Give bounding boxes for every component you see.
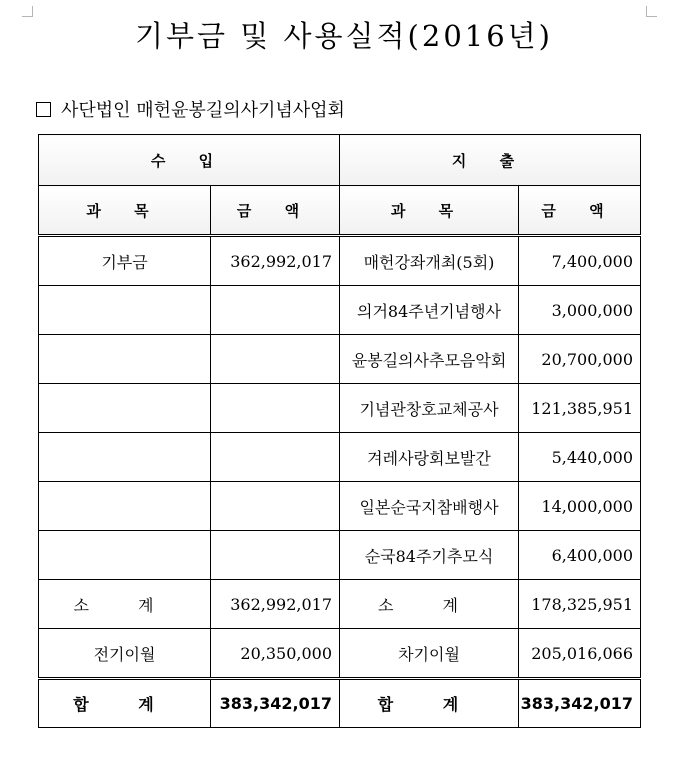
income-item-cell xyxy=(39,531,211,580)
expense-amount-cell: 14,000,000 xyxy=(519,482,641,531)
expense-item-cell: 윤봉길의사추모음악회 xyxy=(340,335,519,384)
table-row xyxy=(39,482,641,531)
income-header: 수 입 xyxy=(39,135,340,186)
expense-item-cell: 의거84주년기념행사 xyxy=(340,286,519,335)
total-row xyxy=(39,679,641,728)
section-heading-label: 사단법인 매헌윤봉길의사기념사업회 xyxy=(61,100,345,121)
income-item-cell xyxy=(39,482,211,531)
expense-item-cell: 일본순국지참배행사 xyxy=(340,482,519,531)
table-row xyxy=(39,335,641,384)
table-row xyxy=(39,629,641,679)
table-row xyxy=(39,384,641,433)
section-heading xyxy=(36,96,345,122)
header-row-columns xyxy=(39,186,641,236)
expense-item-cell: 소 계 xyxy=(340,580,519,629)
income-item-header: 과 목 xyxy=(39,186,211,236)
income-amount-cell: 362,992,017 xyxy=(211,580,340,629)
income-item-total: 합 계 xyxy=(39,679,211,728)
header-row-top xyxy=(39,135,641,186)
table-row xyxy=(39,580,641,629)
expense-amount-cell: 205,016,066 xyxy=(519,629,641,679)
income-amount-cell xyxy=(211,482,340,531)
expense-item-cell: 매헌강좌개최(5회) xyxy=(340,236,519,286)
expense-item-cell: 기념관창호교체공사 xyxy=(340,384,519,433)
income-item-cell: 전기이월 xyxy=(39,629,211,679)
income-amount-cell: 20,350,000 xyxy=(211,629,340,679)
table-row xyxy=(39,236,641,286)
square-bullet-icon xyxy=(36,102,51,117)
expense-amount-cell: 7,400,000 xyxy=(519,236,641,286)
income-amount-cell: 362,992,017 xyxy=(211,236,340,286)
income-amount-cell xyxy=(211,335,340,384)
expense-header: 지 출 xyxy=(340,135,641,186)
expense-item-total: 합 계 xyxy=(340,679,519,728)
expense-amount-cell: 5,440,000 xyxy=(519,433,641,482)
income-amount-cell xyxy=(211,286,340,335)
expense-amount-cell: 121,385,951 xyxy=(519,384,641,433)
expense-amount-header: 금 액 xyxy=(519,186,641,236)
income-item-cell xyxy=(39,384,211,433)
income-item-cell: 기부금 xyxy=(39,236,211,286)
expense-item-header: 과 목 xyxy=(340,186,519,236)
income-item-cell: 소 계 xyxy=(39,580,211,629)
expense-item-cell: 겨레사랑회보발간 xyxy=(340,433,519,482)
document-title: 기부금 및 사용실적(2016년) xyxy=(135,19,553,53)
table-row xyxy=(39,433,641,482)
income-amount-cell xyxy=(211,531,340,580)
income-item-cell xyxy=(39,433,211,482)
donation-usage-table xyxy=(38,134,641,728)
income-amount-cell xyxy=(211,384,340,433)
table-row xyxy=(39,531,641,580)
expense-item-cell: 차기이월 xyxy=(340,629,519,679)
expense-amount-cell: 178,325,951 xyxy=(519,580,641,629)
income-amount-cell xyxy=(211,433,340,482)
expense-amount-cell: 3,000,000 xyxy=(519,286,641,335)
income-amount-total: 383,342,017 xyxy=(211,679,340,728)
income-item-cell xyxy=(39,335,211,384)
expense-amount-cell: 20,700,000 xyxy=(519,335,641,384)
expense-amount-total: 383,342,017 xyxy=(519,679,641,728)
expense-amount-cell: 6,400,000 xyxy=(519,531,641,580)
expense-item-cell: 순국84주기추모식 xyxy=(340,531,519,580)
income-amount-header: 금 액 xyxy=(211,186,340,236)
income-item-cell xyxy=(39,286,211,335)
table-row xyxy=(39,286,641,335)
